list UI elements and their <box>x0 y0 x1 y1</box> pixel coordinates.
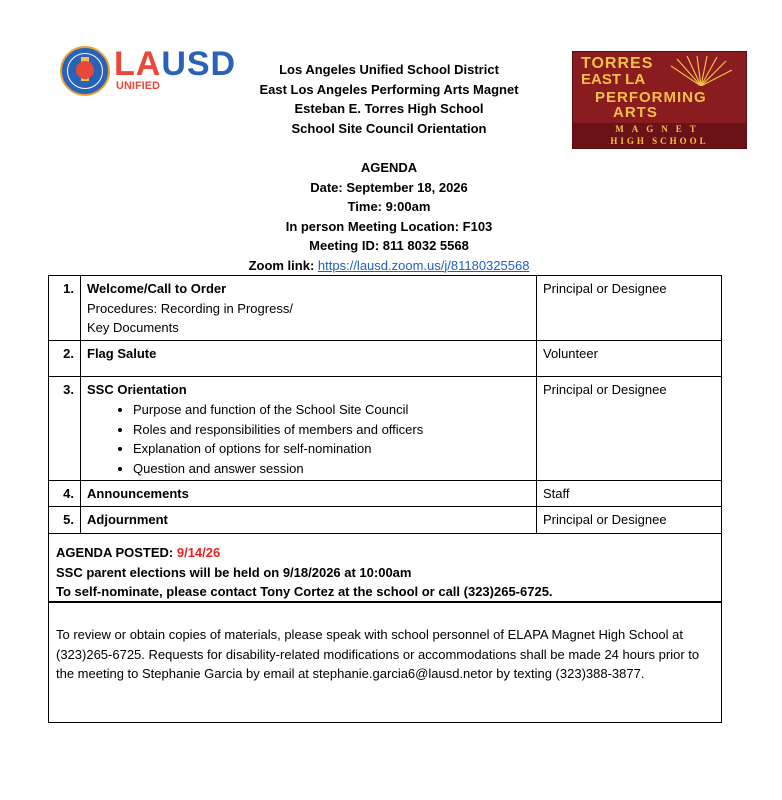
item-number: 5. <box>49 506 81 533</box>
accommodations-text: To review or obtain copies of materials, please speak with school personnel of ELAPA Magnet High School at (323)265-6725. Requests for disability-related modifications or accommodations shall be made 24 hours prior to the meeting to Stephanie Garcia by email at stephanie.garcia6@lausd.netor by texting (323)388-3877. <box>56 627 700 681</box>
item-number: 3. <box>49 376 81 481</box>
item-title: Welcome/Call to Order <box>87 281 227 296</box>
agenda-details <box>200 158 578 275</box>
zoom-link[interactable]: https://lausd.zoom.us/j/81180325568 <box>317 257 530 273</box>
logo-magnet-text: MAGNET <box>615 124 704 134</box>
meeting-time: Time: 9:00am <box>347 199 431 214</box>
list-item: • Question and answer session <box>133 459 530 479</box>
item-presenter: Principal or Designee <box>537 506 722 533</box>
agenda-title: AGENDA <box>360 160 418 175</box>
item-presenter: Staff <box>537 481 722 507</box>
agenda-table <box>48 275 722 534</box>
sunburst-icon <box>669 56 733 86</box>
item-detail: Key Documents <box>87 320 179 335</box>
meeting-location: In person Meeting Location: F103 <box>285 218 493 234</box>
orientation-topics-list <box>87 400 530 478</box>
logo-arts-text: ARTS <box>613 104 658 121</box>
posted-label: AGENDA POSTED: <box>56 545 177 560</box>
school-program: East Los Angeles Performing Arts Magnet <box>259 81 519 97</box>
item-number: 4. <box>49 481 81 507</box>
logo-eastla-text: EAST LA <box>581 71 646 88</box>
item-presenter: Principal or Designee <box>537 376 722 481</box>
item-cell <box>81 276 537 341</box>
logo-torres-text: TORRES <box>581 55 654 72</box>
lausd-logo <box>60 46 250 104</box>
item-title: Flag Salute <box>81 340 537 376</box>
accommodations-box <box>48 602 722 723</box>
zoom-line <box>200 256 578 276</box>
list-item: • Purpose and function of the School Site Council <box>133 400 530 420</box>
item-title: SSC Orientation <box>87 381 187 397</box>
table-row <box>49 376 722 481</box>
meeting-title: School Site Council Orientation <box>291 120 487 136</box>
item-presenter: Volunteer <box>537 340 722 376</box>
item-number: 1. <box>49 276 81 341</box>
item-title: Announcements <box>81 481 537 507</box>
item-number: 2. <box>49 340 81 376</box>
item-presenter: Principal or Designee <box>537 276 722 341</box>
lausd-wordmark: LAUSD <box>114 45 237 83</box>
document-header <box>250 60 528 138</box>
list-item: • Explanation of options for self-nomination <box>133 439 530 459</box>
logo-high-school-text: HIGH SCHOOL <box>610 136 709 146</box>
school-name: Esteban E. Torres High School <box>294 101 484 116</box>
torres-performing-arts-logo <box>572 51 747 149</box>
item-title: Adjournment <box>81 506 537 533</box>
meeting-id: Meeting ID: 811 8032 5568 <box>309 238 469 253</box>
posted-line <box>56 543 714 563</box>
zoom-label: Zoom link: <box>248 257 318 273</box>
self-nomination-notice: To self-nominate, please contact Tony Cortez at the school or call (323)265-6725. <box>56 584 553 599</box>
posted-date: 9/14/26 <box>176 545 221 560</box>
meeting-date: Date: September 18, 2026 <box>310 179 468 195</box>
logo-performing-text: PERFORMING <box>595 89 707 106</box>
table-row <box>49 276 722 341</box>
district-name: Los Angeles Unified School District <box>279 62 499 77</box>
item-cell <box>81 376 537 481</box>
notice-box <box>48 524 722 602</box>
lausd-seal-icon <box>60 46 110 96</box>
lausd-wordmark-subtitle: UNIFIED <box>116 80 160 92</box>
elections-notice: SSC parent elections will be held on 9/18/2026 at 10:00am <box>56 564 412 580</box>
list-item: • Roles and responsibilities of members and officers <box>133 420 530 440</box>
table-row <box>49 481 722 507</box>
table-row <box>49 340 722 376</box>
item-detail: Procedures: Recording in Progress/ <box>87 300 293 316</box>
